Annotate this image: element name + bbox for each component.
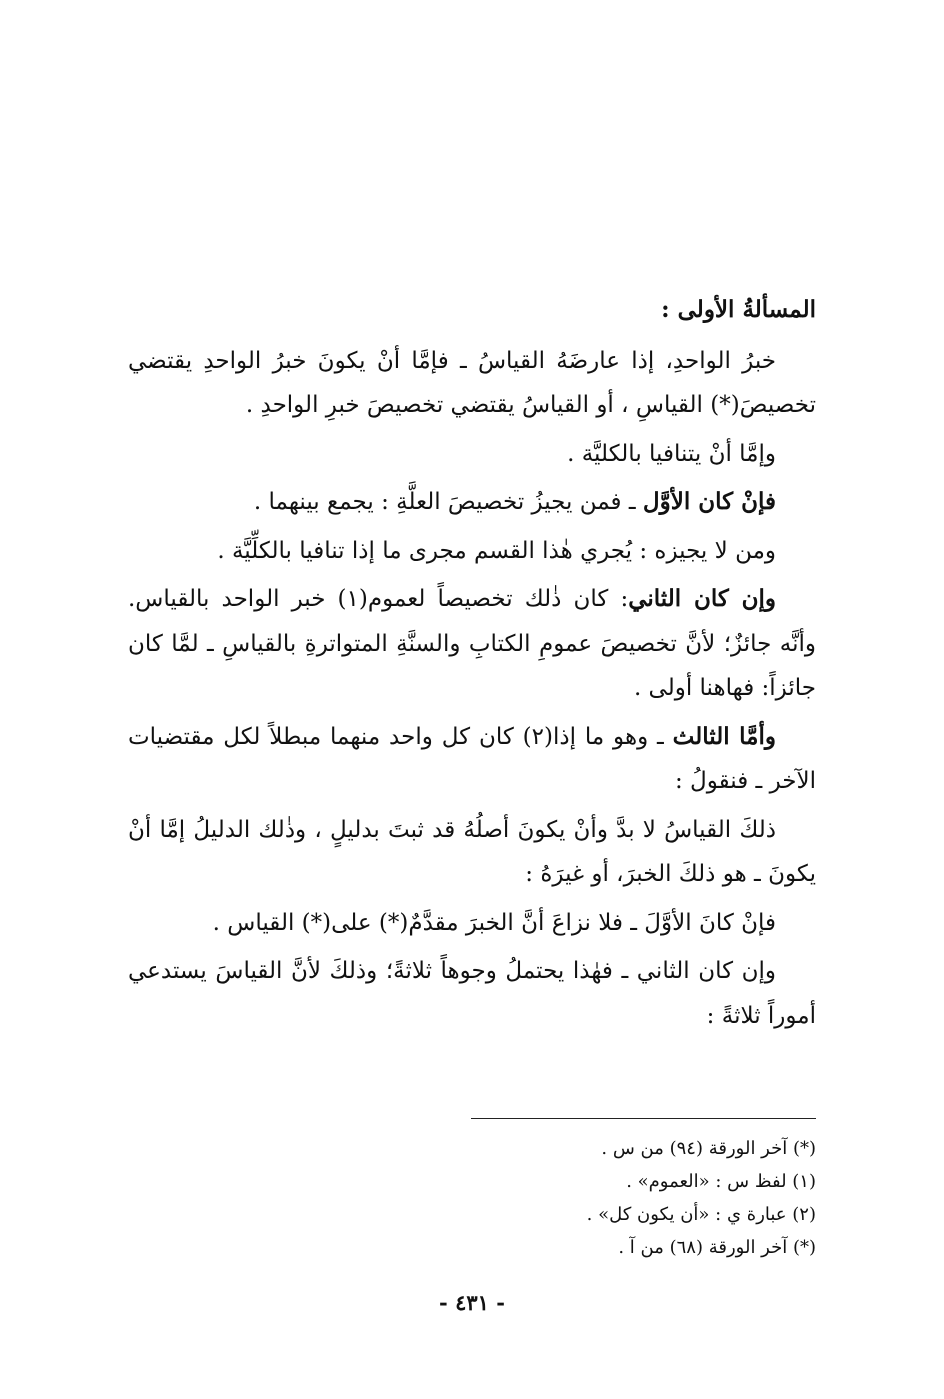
paragraph-2: وإمَّا أنْ يتنافيا بالكليَّة . (567, 440, 776, 467)
paragraph-5-body: : كان ذٰلك تخصيصاً لعموم(١) خبر الواحد بالقياس. وأنَّه جائزٌ؛ لأنَّ تخصيصَ عمومِ الكتابِ والسنَّةِ المتواترةِ بالقياسِ ـ لمَّا كان جائزاً: فهاهنا أولى . (128, 586, 816, 701)
paragraph-1: خبرُ الواحدِ، إذا عارضَهُ القياسُ ـ فإمَّا أنْ يكونَ خبرُ الواحدِ يقتضي تخصيصَ(*) القياسِ ، أو القياسُ يقتضي تخصيصَ خبرِ الواحدِ . (128, 347, 816, 418)
paragraph-3-lead: فإنْ كان الأوَّل (642, 488, 776, 515)
paragraph-7: ذلكَ القياسُ لا بدَّ وأنْ يكونَ أصلُهُ قد ثبتَ بدليلٍ ، وذٰلك الدليلُ إمَّا أنْ يكونَ ـ هو ذلكَ الخبرَ، أو غيرَهُ : (128, 816, 816, 887)
footnote-2: (١) لفظ س : «العموم» . (626, 1171, 816, 1192)
paragraph-5-lead: وإن كان الثاني (628, 585, 777, 612)
footnotes (128, 1132, 816, 1264)
paragraph-5 (128, 577, 816, 711)
page-number: - ٤٣١ - (439, 1290, 505, 1315)
section-heading: المسألةُ الأولى : (661, 296, 816, 323)
paragraph-6-body: ـ وهو ما إذا(٢) كان كل واحد منهما مبطلاً لكل مقتضيات الآخر ـ فنقولُ : (128, 723, 816, 794)
paragraph-4: ومن لا يجيزه : يُجري هٰذا القسم مجرى ما إذا تنافيا بالكلِّيَّة . (217, 537, 776, 564)
footnote-4: (*) آخر الورقة (٦٨) من آ . (618, 1237, 816, 1258)
paragraph-3-body: ـ فمن يجيزُ تخصيصَ العلَّةِ : يجمع بينهما . (253, 489, 643, 515)
footnote-1: (*) آخر الورقة (٩٤) من س . (601, 1138, 816, 1159)
paragraph-8: فإنْ كانَ الأوَّلَ ـ فلا نزاعَ أنَّ الخبرَ مقدَّمٌ(*) على(*) القياس . (212, 909, 776, 936)
footnote-divider (471, 1118, 816, 1119)
main-text (128, 288, 816, 1042)
paragraph-3 (128, 480, 816, 525)
paragraph-6 (128, 715, 816, 804)
paragraph-9: وإن كان الثاني ـ فهٰذا يحتملُ وجوهاً ثلاثةً؛ وذلكَ لأنَّ القياسَ يستدعي أموراً ثلاثةً : (128, 958, 816, 1029)
footnote-3: (٢) عبارة ي : «أن يكون كل» . (586, 1204, 816, 1225)
paragraph-6-lead: وأمَّا الثالث (672, 722, 776, 750)
